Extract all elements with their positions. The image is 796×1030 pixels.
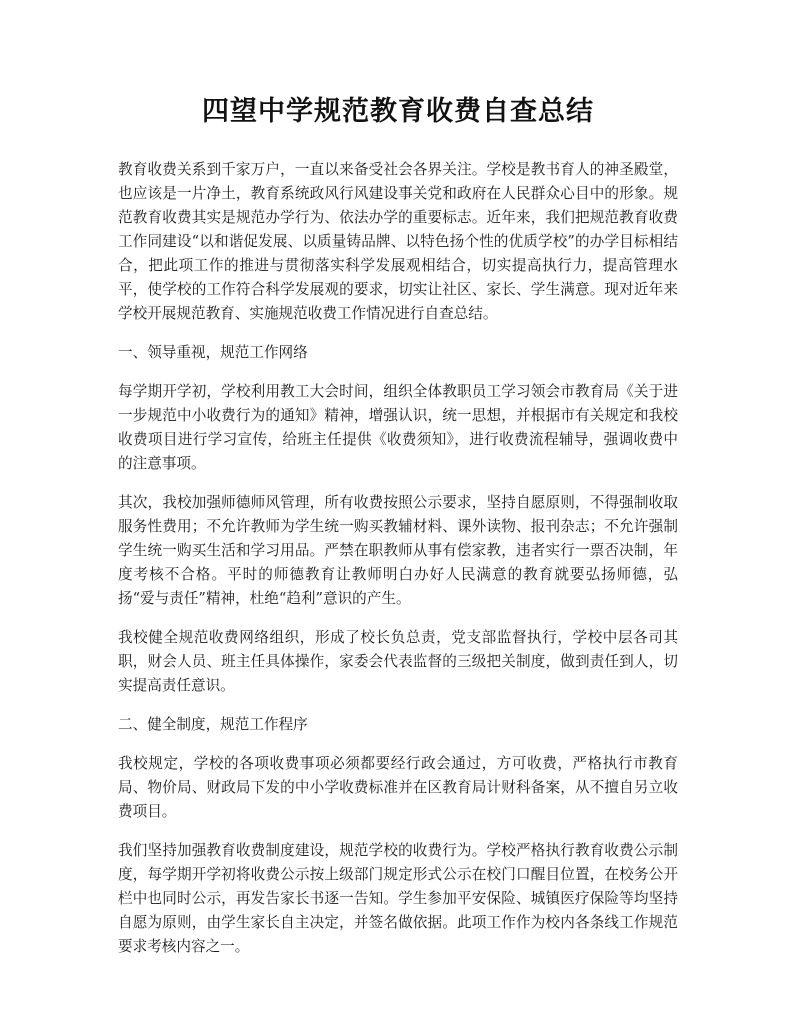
document-title: 四望中学规范教育收费自查总结 xyxy=(202,96,594,127)
section-heading-1: 一、领导重视，规范工作网络 xyxy=(118,344,308,361)
paragraph-rules: 我校规定，学校的各项收费事项必须都要经行政会通过，方可收费，严格执行市教育局、物价局、财政局下发的中小学收费标准并在区教育局计财科备案，从不擅自另立收费项目。 xyxy=(118,755,678,820)
paragraph-intro: 教育收费关系到千家万户，一直以来备受社会各界关注。学校是教书育人的神圣殿堂，也应该是一片净土，教育系统政风行风建设事关党和政府在人民群众心目中的形象。规范教育收费其实是规范办学行为、依法办学的重要标志。近年来，我们把规范教育收费工作同建设“以和谐促发展、以质量铸品牌、以特色扬个性的优质学校”的办学目标相结合，把此项工作的推进与贯彻落实科学发展观相结合，切实提高执行力，提高管理水平，使学校的工作符合科学发展观的要求，切实让社区、家长、学生满意。现对近年来学校开展规范教育、实施规范收费工作情况进行自查总结。 xyxy=(118,161,678,322)
paragraph-ethics: 其次，我校加强师德师风管理，所有收费按照公示要求，坚持自愿原则，不得强制收取服务性费用；不允许教师为学生统一购买教辅材料、课外读物、报刊杂志；不允许强制学生统一购买生活和学习用品。严禁在职教师从事有偿家教，违者实行一票否决制，年度考核不合格。平时的师德教育让教师明白办好人民满意的教育就要弘扬师德，弘扬“爱与责任”精神，杜绝“趋利”意识的产生。 xyxy=(118,494,678,607)
paragraph-network: 我校健全规范收费网络组织，形成了校长负总责，党支部监督执行，学校中层各司其职，财会人员、班主任具体操作，家委会代表监督的三级把关制度，做到责任到人，切实提高责任意识。 xyxy=(118,629,678,694)
paragraph-publicity: 我们坚持加强教育收费制度建设，规范学校的收费行为。学校严格执行教育收费公示制度，每学期开学初将收费公示按上级部门规定形式公示在校门口醒目位置，在校务公开栏中也同时公示，再发告家长书逐一告知。学生参加平安保险、城镇医疗保险等均坚持自愿为原则，由学生家长自主决定，并签名做依据。此项工作作为校内各条线工作规范要求考核内容之一。 xyxy=(118,842,678,955)
paragraph-study: 每学期开学初，学校利用教工大会时间，组织全体教职员工学习领会市教育局《关于进一步规范中小收费行为的通知》精神，增强认识，统一思想，并根据市有关规定和我校收费项目进行学习宣传，给班主任提供《收费须知》，进行收费流程辅导，强调收费中的注意事项。 xyxy=(118,383,678,472)
section-heading-2: 二、健全制度，规范工作程序 xyxy=(118,716,308,733)
